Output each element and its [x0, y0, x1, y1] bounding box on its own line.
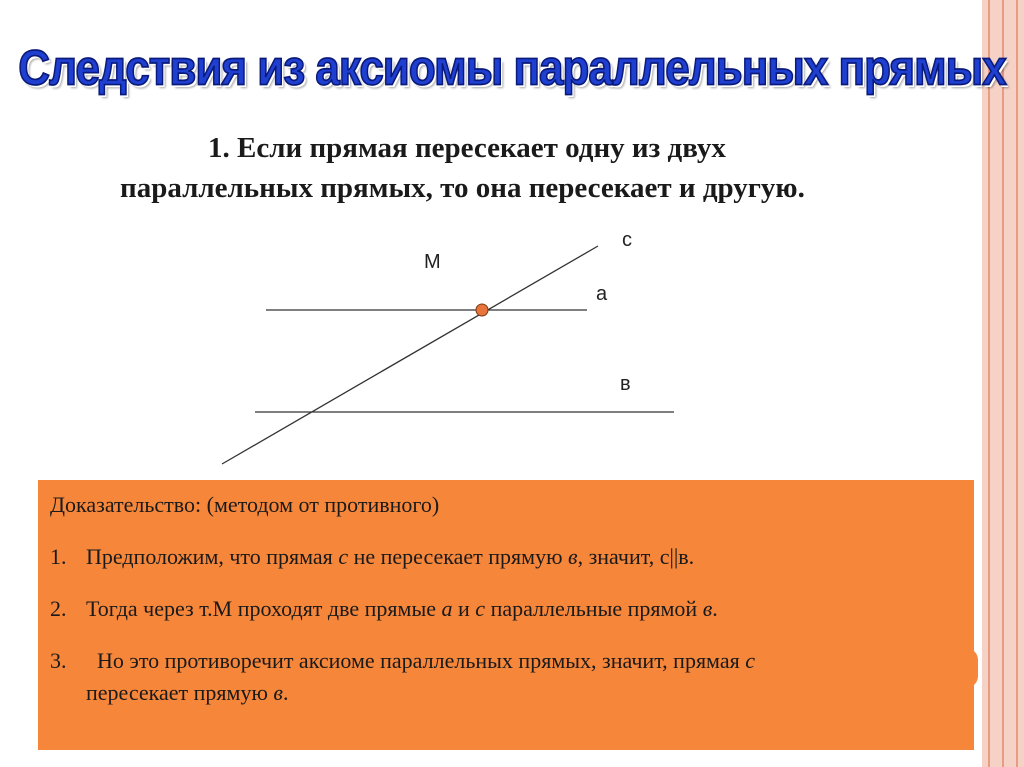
item-number: 2.: [50, 596, 67, 621]
item-text: пересекает прямую: [86, 680, 274, 705]
var-b: в: [702, 596, 713, 621]
item-text: параллельные прямой: [485, 596, 703, 621]
proof-item-3: [50, 648, 755, 674]
decorative-tab: [966, 648, 978, 688]
proof-box: [38, 480, 974, 750]
var-c: с: [745, 648, 755, 673]
item-text: и: [452, 596, 476, 621]
item-number: 3.: [50, 648, 67, 673]
item-text: Но это противоречит аксиоме параллельных прямых, значит, прямая: [86, 648, 746, 673]
item-text: .: [712, 596, 718, 621]
item-text: .: [282, 680, 289, 705]
label-c: с: [622, 229, 632, 251]
var-a: а: [441, 596, 453, 621]
theorem-line-1: 1. Если прямая пересекает одну из двух: [208, 132, 726, 164]
item-text: , значит, с||в.: [577, 544, 695, 569]
proof-item-1: [50, 544, 694, 570]
var-b: в: [568, 544, 578, 569]
label-b: в: [620, 373, 631, 395]
item-text: Предположим, что прямая: [86, 544, 339, 569]
proof-item-2: [50, 596, 718, 622]
label-m: М: [424, 251, 441, 273]
theorem-line-2: параллельных прямых, то она пересекает и другую.: [120, 172, 805, 204]
slide-title: Следствия из аксиомы параллельных прямых: [18, 41, 1006, 96]
proof-item-3-cont: [86, 680, 288, 706]
label-a: а: [596, 283, 608, 305]
item-text: не пересекает прямую: [348, 544, 569, 569]
var-c: с: [338, 544, 349, 569]
item-number: 1.: [50, 544, 67, 569]
proof-header: Доказательство: (методом от противного): [50, 492, 440, 517]
var-c: с: [475, 596, 486, 621]
item-text: Тогда через т.М проходят две прямые: [86, 596, 442, 621]
point-m: [476, 304, 488, 316]
var-b: в: [273, 680, 283, 705]
line-c: [222, 246, 598, 464]
